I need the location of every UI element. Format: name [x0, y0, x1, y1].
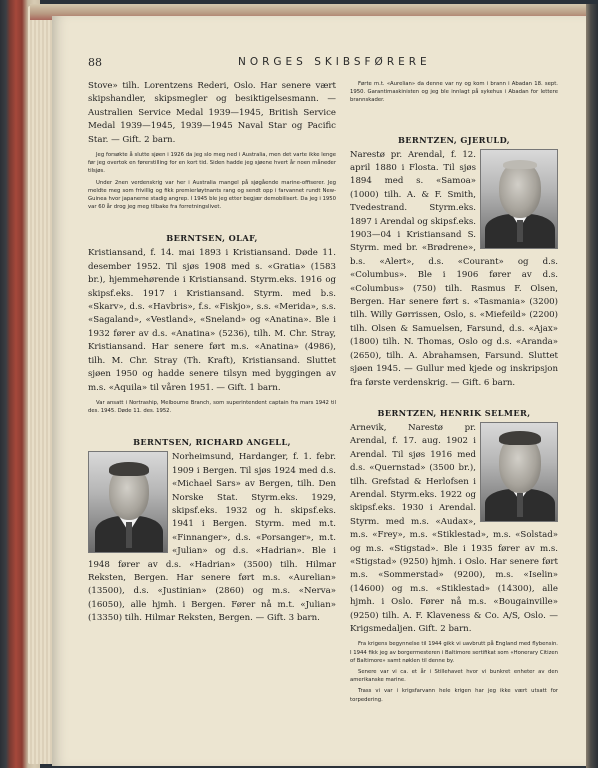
- running-head: NORGES SKIBSFØRERE: [238, 56, 431, 68]
- page-right-edge: [586, 4, 598, 768]
- page-number: 88: [88, 56, 102, 69]
- entry-text-gjeruld: Narestø pr. Arendal, f. 12. april 1880 i Flosta. Til sjøs 1894 med s. «Samoa» (1000) tilh. A. & F. Smith, Tvedestrand. Styrm.eks. 1897 i Arendal og skipsf.eks. 1903—04 i Kristiansand S. Styrm. med br. «Brødrene», b.s. «Alert», d.s. «Courant» og d.s. «Columbus». Ble i 1906 fører av d.s. «Columbus» (750) tilh. Rasmus F. Olsen, Bergen. Har senere ført s. «Tasmania» (3200) tilh. Willy Gørrissen, Oslo, s. «Miefeild» (2200) tilh. Olsen & Samuelsen, Farsund, d.s. «Ajax» (1800) tilh. N. Thomas, Oslo og d.s. «Aranda» (2650), tilh. A. Abrahamsen, Farsund. Sluttet sjøen 1945. — Gullur med kjede og inskripsjon fra første verdenskrig. — Gift. 6 barn.: [350, 149, 558, 388]
- left-column: [88, 80, 336, 630]
- portrait-photo-gjeruld: [480, 149, 558, 249]
- portrait-hair: [499, 431, 541, 445]
- entry-heading-olaf: BERNTSEN, OLAF,: [166, 233, 258, 244]
- right-column: [350, 80, 558, 707]
- entry-body-henrik: [350, 422, 558, 637]
- entry-continuation-note-1: Jeg forsøkte å slutte sjøen i 1926 da jeg slo meg ned i Australia, men det varte ikke lenge før jeg overtok en førerstilling for en kort tid. Siden hadde jeg sjøene hvert år noen måneder tilsjøs.: [88, 152, 336, 175]
- entry-body-richard: [88, 451, 336, 625]
- entry-note-olaf: Var ansatt i Nortraship, Melbourne Branch, som superintendent captain fra mars 1942 til des. 1945. Døde 11. des. 1952.: [88, 399, 336, 415]
- entry-note-henrik-1: Fra krigens begynnelse til 1944 gikk vi uavbrutt på England med flybensin. I 1944 fikk jeg av borgermesteren i Baltimore sertifikat som «Honerary Citizen of Baltimore» samt nøklen til denne by.: [350, 641, 558, 664]
- portrait-head: [499, 162, 541, 218]
- portrait-hair: [503, 160, 537, 169]
- portrait-hair: [109, 462, 149, 476]
- portrait-tie: [517, 493, 523, 517]
- entry-note-aurelian: Førte m.t. «Aurelian» da denne var ny og kom i brann i Abadan 18. sept. 1950. Garantimaskinisten og jeg ble innlagt på sykehus i Abadan for lettere brannskader.: [350, 81, 558, 104]
- entry-note-henrik-2: Senere var vi ca. et år i Stillehavet hvor vi bunkret enheter av den amerikanske marine.: [350, 669, 558, 684]
- entry-note-henrik-3: Trass vi var i krigsfarvann hele krigen har jeg ikke vært utsatt for torpedering.: [350, 688, 558, 703]
- entry-body-gjeruld: [350, 149, 558, 390]
- entry-text-henrik: Arnevik, Narestø pr. Arendal, f. 17. aug. 1902 i Arendal. Til sjøs 1916 med d.s. «Quernstad» (3500 br.), tilh. Grefstad & Herlofsen i Arendal. Styrm.eks. 1922 og skipsf.eks. 1930 i Arendal. Styrm. med m.s. «Audax», m.s. «Frey», m.s. «Stiklestad», m.s. «Solstad» og m.s. «Stigstad». Ble i 1935 fører av m.s. «Stigstad» (9250) hjmh. i Oslo. Har senere ført m.s. «Sommerstad» (9200), m.s. «Iselin» (14600) og m.s. «Stiklestad» (14300), alle hjmh. i Oslo. Fører nå m.s. «Bougainville» (9250) tilh. A. F. Klaveness & Co. A/S, Oslo. — Krigsmedaljen. Gift. 2 barn.: [350, 422, 558, 635]
- entry-heading-henrik: BERNTZEN, HENRIK SELMER,: [377, 407, 531, 418]
- portrait-tie: [126, 522, 132, 548]
- entry-text-olaf: Kristiansand, f. 14. mai 1893 i Kristiansand. Døde 11. desember 1952. Til sjøs 1908 med s. «Gratia» (1583 br.), hjemmehørende i Kristiansand. Styrm.eks. 1916 og skipsf.eks. 1917 i Kristiansand. Styrm. med b.s. «Skarv», d.s. «Havbris», f.s. «Fiskjo», s.s. «Merida», s.s. «Sagaland», «Vestland», «Sneland» og «Anatina». Ble i 1932 fører av d.s. «Anatina» (5236), tilh. M. Chr. Stray, Kristiansand. Har senere ført m.s. «Anatina» (4986), tilh. M. Chr. Stray (Th. Kraft), Kristiansand. Sluttet sjøen 1950 og hadde senere tilsyn med byggingen av m.s. «Aquila» til våren 1951. — Gift. 1 barn.: [88, 248, 336, 393]
- portrait-photo-henrik: [480, 422, 558, 522]
- entry-heading-gjeruld: BERNTZEN, GJERULD,: [397, 134, 511, 145]
- page-header: [88, 56, 558, 70]
- portrait-photo-richard: [88, 451, 168, 553]
- entry-continuation-text: Stove» tilh. Lorentzens Rederi, Oslo. Har senere vært skipshandler, skipsmegler og besiktigelsesmann. — Australien Service Medal 1939—1945, British Service Medal 1939—1945, 1939—1945 Naval Star og Pacific Star. — Gift. 2 barn.: [88, 81, 336, 145]
- entry-continuation-note-2: Under 2nen verdenskrig var her i Australia mangel på sjøgående marine-offiserer. Jeg meldte meg som frivillig og fikk premierløytnants rang og sendt opp i farvannet rundt New-Guinea hvor japanerne stadig angrep. I 1945 ble jeg etter begjær demobilisert. Da jeg i 1950 var 60 år drog jeg meg tilbake fra forretningslivet.: [88, 179, 336, 211]
- entry-heading-richard: BERNTSEN, RICHARD ANGELL,: [133, 437, 291, 448]
- entry-text-richard: Norheimsund, Hardanger, f. 1. febr. 1909 i Bergen. Til sjøs 1924 med d.s. «Michael Sars» av Bergen, tilh. Den Norske Stat. Styrm.eks. 1929, skipsf.eks. 1932 og h. skipsf.eks. 1941 i Bergen. Styrm. med m.t. «Finnanger», d.s. «Porsanger», m.t. «Julian» og d.s. «Hadrian». Ble i 1948 fører av d.s. «Hadrian» (3500) tilh. Hilmar Reksten, Bergen. Har senere ført m.s. «Aurelian» (13500), d.s. «Justinian» (2860) og m.s. «Nerva» (16050), alle hjmh. i Bergen. Fører nå m.t. «Julian» (13350) tilh. Hilmar Reksten, Bergen. — Gift. 3 barn.: [88, 452, 336, 624]
- portrait-tie: [517, 220, 523, 242]
